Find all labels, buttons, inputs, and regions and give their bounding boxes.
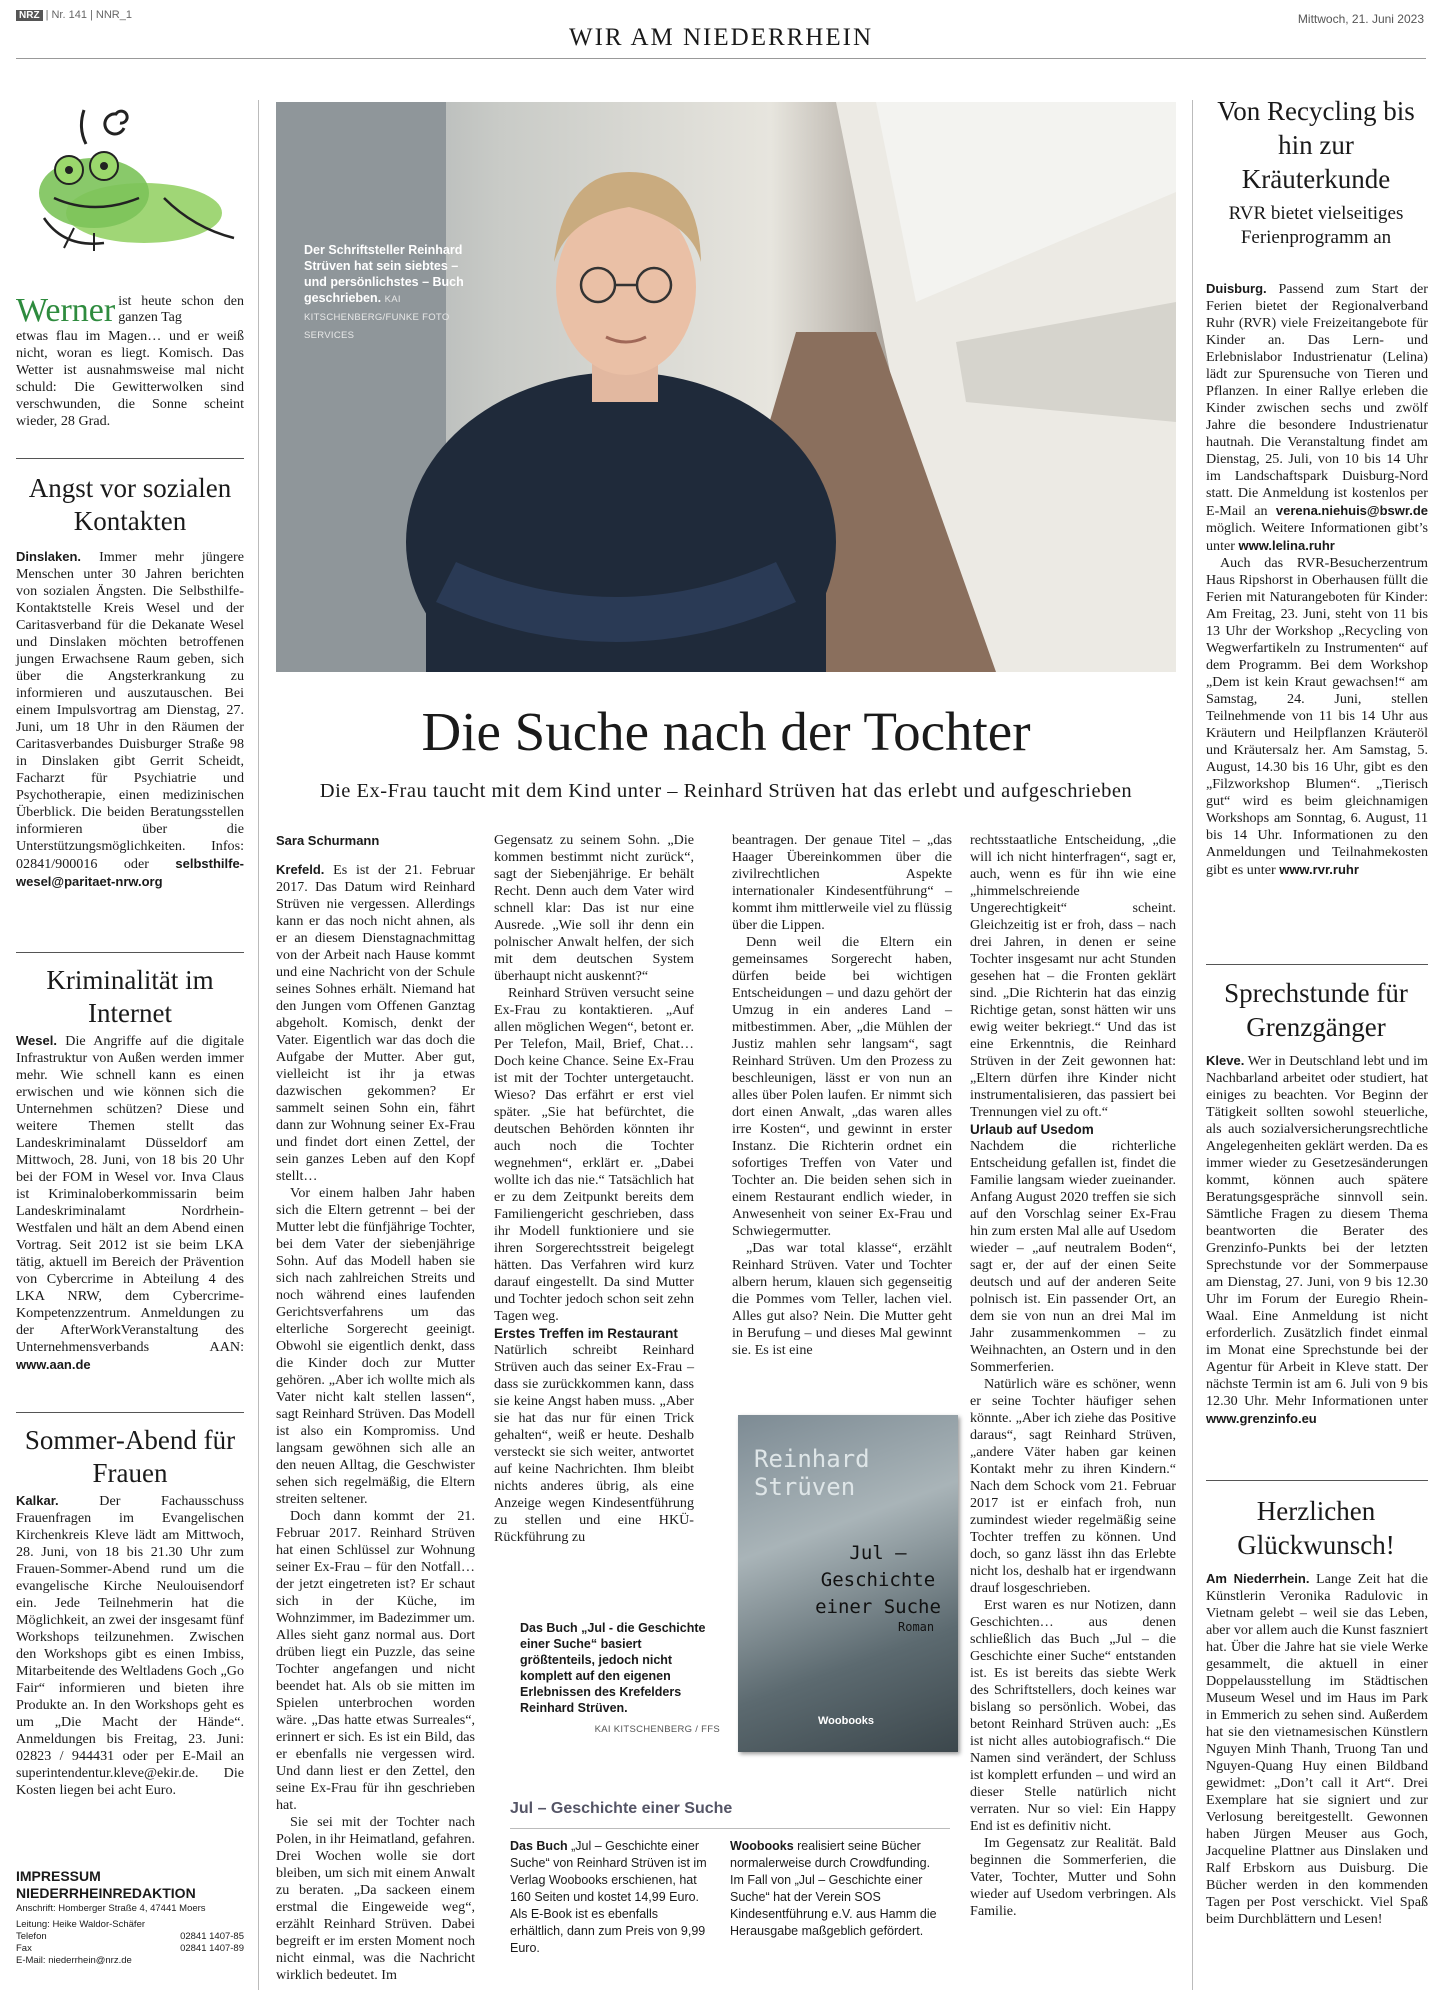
recycling-body-b: möglich. Weitere Informationen gibt’s unter — [1206, 520, 1428, 554]
book-caption-text: Das Buch „Jul - die Geschichte einer Suche“ basiert größtenteils, jedoch nicht komplett auf den eigenen Erlebnissen des Krefelders Reinhard Strüven. — [520, 1621, 706, 1715]
impressum-address: Anschrift: Homberger Straße 4, 47441 Moers — [16, 1903, 206, 1914]
article-paragraph: Denn weil die Eltern ein gemeinsames Sorgerecht haben, dürfen beide bei wichtigen Entscheidungen – und dazu gehört der Umzug in ein anderes Land – mitbestimmen. Aber, „die Mühlen der Justiz mahlen sehr langsam“, sagt Reinhard Strüven. Um den Prozess zu beschleunigen, lässt er von nun an alles über Polen laufen. Er nimmt sich dort einen Anwalt, „das waren alles irre Kosten“, und gewinnt in erster Instanz. Die Richterin ordnet ein sofortiges Treffen von Vater und Tochter an. Die beiden sehen sich in einem Restaurant endlich wieder, in Anwesenheit von seiner Ex-Frau und Schwiegermutter. — [732, 934, 952, 1239]
infobox-publisher — [730, 1838, 945, 1940]
issue-date: Mittwoch, 21. Juni 2023 — [1297, 12, 1424, 26]
book-credit: KAI KITSCHENBERG / FFS — [594, 1724, 720, 1735]
recycling-web-link[interactable]: www.lelina.ruhr — [1238, 538, 1335, 553]
sprech-body: Wer in Deutschland lebt und im Nachbarland arbeitet oder studiert, hat einiges zu beachten. Vor Beginn der Tätigkeit sollten sowohl steuerliche, als auch sozialversicherungsrechtliche Angelegenheiten geklärt werden. Da es immer wieder zu Gesetzesänderungen kommt, können auch spätere Beratungsgespräche sinnvoll sein. Sämtliche Fragen zu diesem Thema beantworten die Berater des Grenzinfo-Punkts bei der letzten Sprechstunde vor der Sommerpause am Dienstag, 27. Juni, von 9 bis 12.30 Uhr im Forum der Euregio Rhein-Waal. Eine Anmeldung ist nicht erforderlich. Zusätzlich findet einmal im Monat eine Sprechstunde bei der Agentur für Arbeit in Kleve statt. Der nächste Termin ist am 6. Juli von 9 bis 12.30 Uhr. Mehr Informationen unter — [1206, 1053, 1428, 1409]
article-paragraph: Reinhard Strüven versucht seine Ex-Frau zu kontaktieren. „Auf allen möglichen Wegen“, betont er. Per Telefon, Mail, Brief, Chat… Doch keine Chance. Seine Ex-Frau ist mit der Tochter untergetaucht. Wieso? Das erfährt er erst viel später. „Sie hat befürchtet, die deutschen Behörden könnten ihr auch noch die Tochter wegnehmen“, erklärt er. „Dabei wollte ich das nie.“ Tatsächlich hat er zu dem Zeitpunkt bereits dem Familiengericht geschrieben, dass ihr Modell funktioniere und sie ihren Sorgerechtsstreit beigelegt hätten. Das Verfahren wird kurz darauf eingestellt. Da sind Mutter und Tochter jedoch schon seit zehn Tagen weg. — [494, 985, 694, 1324]
krim-article — [16, 1032, 244, 1374]
article-column-2 — [494, 832, 694, 1546]
recycling-web-link-2[interactable]: www.rvr.ruhr — [1279, 862, 1359, 877]
article-column-4 — [970, 832, 1176, 1920]
article-paragraph: Doch dann kommt der 21. Februar 2017. Reinhard Strüven hat einen Schlüssel zur Wohnung seiner Ex-Frau – für den Notfall… der jetzt eingetreten ist? Er schaut sich in der Küche, im Wohnzimmer, im Badezimmer um. Alles sieht ganz normal aus. Dort drüben liegt ein Puzzle, das seine Tochter angefangen und nicht beendet hat. Als ob sie mitten im Spielen unterbrochen worden wäre. „Das hatte etwas Surreales“, erinnert er sich. Es ist ein Bild, das er ebenfalls nie vergessen wird. Und dann liest er den Zettel, den seine Ex-Frau für ihn geschrieben hat. — [276, 1508, 475, 1813]
article-paragraph: Es ist der 21. Februar 2017. Das Datum wird Reinhard Strüven nie vergessen. Allerdings kann er das noch nicht ahnen, als er an diesem Dienstagnachmittag von der Arbeit nach Hause kommt und eine Nachricht von der Schule seines Sohnes erhält. Niemand hat den Jungen vom Offenen Ganztag abgeholt. Komisch, denkt der Vater. Eigentlich war das doch die Aufgabe der Mutter. Aber gut, vielleicht ist ihr ja etwas dazwischen gekommen? Er sammelt seinen Sohn ein, fährt dann zur Wohnung seiner Ex-Frau und findet dort einen Zettel, der sein ganzes Leben auf den Kopf stellt… — [276, 862, 475, 1184]
article-paragraph: rechtsstaatliche Entscheidung, „die will ich nicht hinterfragen“, sagt er, auch, wenn es für ihn wie eine „himmelschreiende Ungerechtigkeit“ scheint. Gleichzeitig ist er froh, dass – nach drei Jahren, in denen er seine Tochter insgesamt nur acht Stunden gesehen hat – die Fronten geklärt sind. „Die Richterin hat das einzig Richtige getan, sonst hätten wir uns ewig weiter bekriegt.“ Und das ist eine Erkenntnis, die Reinhard Strüven in der Zeit gewonnen hat: „Eltern dürfen ihre Kinder nicht instrumentalisieren, das passiert bei Trennungen viel zu oft.“ — [970, 832, 1176, 1120]
impressum-tel-label: Telefon — [16, 1931, 47, 1942]
sommer-headline: Sommer-Abend für Frauen — [24, 1425, 236, 1488]
divider — [510, 1828, 950, 1829]
book-cover-publisher: Woobooks — [818, 1715, 875, 1727]
impressum-lead: Leitung: Heike Waldor-Schäfer — [16, 1919, 146, 1930]
photo-credit: KAI KITSCHENBERG/FUNKE FOTO SERVICES — [304, 294, 450, 341]
header-rule — [16, 58, 1426, 59]
sprech-web-link[interactable]: www.grenzinfo.eu — [1206, 1411, 1317, 1426]
article-paragraph: Erst waren es nur Notizen, dann Geschichten… aus denen schließlich das Buch „Jul – die Geschichte einer Suche“ entstanden ist. Es ist bereits das siebte Werk des Schriftstellers, doch keines war bislang so persönlich. Wobei, das betont Reinhard Strüven auch: „Es ist nicht alles autobiografisch.“ Die Namen sind verändert, der Schluss ist komplett erfunden – und wird an dieser Stelle natürlich nicht verraten. Nur so viel: Ein Happy End ist es definitiv nicht. — [970, 1597, 1176, 1834]
book-cover-genre: Roman — [898, 1620, 935, 1634]
divider — [16, 952, 244, 953]
divider — [16, 458, 244, 459]
glueck-body: Lange Zeit hat die Künstlerin Veronika Radulovic in Vietnam gelebt – weil sie das Leben, aber vor allem auch die Kunst faszniert hat. Über die Jahre hat sie viele Werke gesammelt, die aktuell in einer Doppelausstellung im Städtischen Museum Wesel und im Haus im Park in Emmerich zu sehen sind. Außerdem hat sie den vietnamesischen Künstlern Nguyen Minh Thanh, Truong Tan und Nguyen-Quang Huy einen Bildband gewidmet: „Don’t call it Art“. Drei Exemplare hat sie signiert und zur Verlosung bereitgestellt. Gewonnen haben Jürgen Meuser aus Goch, Jacqueline Plattner aus Dinslaken und Ralf Erbskorn aus Duisburg. Die Bücher werden in den kommenden Tagen per Post verschickt. Viel Spaß beim Durchblättern und Lesen! — [1206, 1571, 1429, 1927]
nrz-logo: NRZ — [16, 10, 43, 21]
article-dateline: Krefeld. — [276, 862, 325, 877]
infobox-publisher-lead: Woobooks — [730, 1839, 794, 1853]
impressum-tel: 02841 1407-85 — [180, 1931, 244, 1942]
main-subheadline: Die Ex-Frau taucht mit dem Kind unter – Reinhard Strüven hat das erlebt und aufgeschrieben — [319, 780, 1133, 802]
recycling-body: Passend zum Start der Ferien bietet der Regionalverband Ruhr (RVR) viele Freizeitangebote für Kinder an. Das Lern- und Erlebnislabor Industrienatur (Lelina) lädt zur Spurensuche von Tieren und Pflanzen. In einer Rallye erleben die Kinder zwischen sechs und zwölf Jahre die besondere Industrienatur hautnah. Die Veranstaltung findet am Dienstag, 25. Juli, von 10 bis 14 Uhr im Landschaftspark Duisburg-Nord statt. Die Anmeldung ist kostenlos per E-Mail an — [1206, 281, 1428, 519]
photo-illustration — [276, 102, 1176, 672]
infobox-title: Jul – Geschichte einer Suche — [510, 1800, 733, 1817]
recycling-dateline: Duisburg. — [1206, 281, 1267, 296]
impressum — [16, 1868, 244, 1967]
impressum-email[interactable]: E-Mail: niederrhein@nrz.de — [16, 1955, 132, 1966]
issue-number: | Nr. 141 | NNR_1 — [45, 9, 132, 21]
frog-illustration — [14, 98, 244, 258]
article-paragraph: „Das war total klasse“, erzählt Reinhard Strüven. Vater und Tochter albern herum, klauen sich gegenseitig die Pommes vom Teller, lachen viel. Alles gut also? Nein. Die Mutter geht in Berufung – und dieses Mal gewinnt sie. Es ist eine — [732, 1240, 952, 1358]
photo-caption-text: Der Schriftsteller Reinhard Strüven hat sein siebtes – und persönlichstes – Buch geschrieben. — [304, 243, 464, 305]
impressum-title: IMPRESSUM — [16, 1868, 101, 1884]
book-cover-author: Reinhard Strüven — [754, 1445, 870, 1501]
infobox-book-text: „Jul – Geschichte einer Suche“ von Reinhard Strüven ist im Verlag Woobooks erschienen, hat 160 Seiten und kostet 14,99 Euro. Als E-Book ist es ebenfalls erhältlich, dann zum Preis von 9,99 Euro. — [510, 1839, 707, 1955]
book-cover-title: Jul – Geschichte einer Suche — [815, 1542, 941, 1618]
article-paragraph: Natürlich schreibt Reinhard Strüven auch das seiner Ex-Frau – dass sie zurückkommen kann, dass sie keine Angst haben muss. „Aber sie hat das nur für einen Trick gehalten“, weiß er heute. Deshalb versteckt sie sich weiter, antwortet auf keine Nachrichten. Ihm bleibt nichts anderes übrig, als eine Anzeige wegen Kindesentführung zu stellen und eine HKÜ-Rückführung zu — [494, 1342, 694, 1545]
impressum-fax: 02841 1407-89 — [180, 1943, 244, 1954]
sommer-dateline: Kalkar. — [16, 1493, 59, 1508]
frog-icon — [14, 98, 244, 258]
impressum-fax-label: Fax — [16, 1943, 32, 1954]
column-rule-left — [258, 100, 259, 1990]
recycling-email-link[interactable]: verena.niehuis@bswr.de — [1275, 503, 1428, 518]
glueck-headline: Herzlichen Glückwunsch! — [1237, 1496, 1395, 1560]
article-paragraph: Natürlich wäre es schöner, wenn er seine Tochter häufiger sehen könnte. „Aber ich ziehe das Positive daraus“, sagt Reinhard Strüven, „andere Väter haben gar keinen Kontakt mehr zu ihren Kindern.“ Nach dem Schock vom 21. Februar 2017 ist er einfach froh, nun zumindest wieder regelmäßig seine Tochter treffen zu können. Und doch, so ganz lässt ihn das Erlebte nicht los, deshalb hat er irgendwann drauf losgeschrieben. — [970, 1376, 1176, 1596]
article-paragraph: Vor einem halben Jahr haben sich die Eltern getrennt – bei der Mutter lebt die fünfjährige Tochter, bei dem Vater der siebenjährige Sohn. Auf das Modell haben sie sich nach zahlreichen Streits und noch während eines laufenden Gerichtsverfahrens um das elterliche Sorgerecht geeinigt. Obwohl sie eigentlich denkt, dass die Kinder doch zur Mutter gehören. „Aber ich wollte mich als Vater nicht kalt stellen lassen“, sagt Reinhard Strüven. Das Modell ist also ein Kompromiss. Und langsam gewöhnen sich alle an den neuen Alltag, die Geschwister sehen sich regelmäßig, die Eltern streiten seltener. — [276, 1185, 475, 1507]
infobox-book-lead: Das Buch — [510, 1839, 568, 1853]
column-rule-right — [1192, 100, 1193, 1990]
angst-article — [16, 548, 244, 891]
author-photo — [276, 102, 1176, 672]
article-subheading: Erstes Treffen im Restaurant — [494, 1326, 678, 1341]
werner-text-start: ist heute schon den ganzen Tag — [118, 294, 244, 325]
sprech-dateline: Kleve. — [1206, 1053, 1245, 1068]
article-subheading: Urlaub auf Usedom — [970, 1122, 1094, 1137]
article-paragraph: Sie sei mit der Tochter nach Polen, in ihr Heimatland, gefahren. Drei Wochen wolle sie dort bleiben, um sich mit einem Anwalt zu beraten. „Da sackeen einem erstmal die Eingeweide weg“, erzählt Reinhard Strüven. Dabei begreift er im ersten Moment noch nicht einmal, was die Nachricht wirklich bedeutet. Im — [276, 1814, 475, 1983]
article-paragraph: Im Gegensatz zur Realität. Bald beginnen die Sommerferien, die Vater, Tochter, Mutter und Sohn wieder auf Usedom verbringen. Als Familie. — [970, 1835, 1176, 1919]
sommer-article — [16, 1492, 244, 1799]
sommer-body: Der Fachausschuss Frauenfragen im Evangelischen Kirchenkreis Kleve lädt am Mittwoch, 28. Juni, von 18 bis 21.30 Uhr zum Frauen-Sommer-Abend rund um die evangelische Kirche Neulouisendorf ein. Jede Teilnehmerin hat die Möglichkeit, an zwei der insgesamt fünf Workshops teilzunehmen. Zwischen den Workshops gibt es einen Imbiss, Mitarbeitende des Weltladens Goch „Go Fair“ informieren und bieten ihre Produkte an. In den Workshops geht es um „Die Macht der Hände“. Anmeldungen bis Freitag, 23. Juni: 02823 / 944431 oder per E-Mail an superintendentur.kleve@ekir.de. Die Kosten liegen bei acht Euro. — [16, 1493, 244, 1798]
glueck-article — [1206, 1570, 1428, 1928]
recycling-body-2: Auch das RVR-Besucherzentrum Haus Ripshorst in Oberhausen füllt die Ferien mit Naturangeboten für Kinder: Am Freitag, 23. Juni, steht von 11 bis 13 Uhr der Workshop „Recycling von Wegwerfartikeln zu Instrumenten“ auf dem Programm. Bei dem Workshop „Dem ist kein Kraut gewachsen!“ am Samstag, 24. Juni, stellen Teilnehmende von 11 bis 14 Uhr aus Kräutern und Heilpflanzen Kräuteröl und Kräutersalz her. Am Samstag, 5. August, 14.30 bis 16 Uhr, gibt es den „Filzworkshop Blumen“. „Tierisch gut“ wird es beim gleichnamigen Workshops am Sonntag, 6. August, 11 bis 14 Uhr. Informationen zu den Anmeldungen und Teilnahmekosten gibt es unter — [1206, 555, 1428, 878]
infobox-book — [510, 1838, 710, 1957]
issue-info — [16, 9, 132, 21]
article-paragraph: Nachdem die richterliche Entscheidung gefallen ist, findet die Familie langsam wieder zueinander. Anfang August 2020 treffen sie sich auf den Vorschlag seiner Ex-Frau hin zum ersten Mal alle auf Usedom wieder – „auf neutralem Boden“, sagt er, der auf der einen Seite deutsch und auf der anderen Seite polnisch ist. Ein passender Ort, an dem sie von nun an drei Mal im Jahr zusammenkommen – zu Weihnachten, an Ostern und in den Sommerferien. — [970, 1138, 1176, 1375]
divider — [1206, 1480, 1428, 1481]
werner-name: Werner — [16, 292, 116, 329]
recycling-headline: Von Recycling bis hin zur Kräuterkunde — [1217, 96, 1415, 194]
book-caption — [520, 1620, 720, 1738]
article-column-3 — [732, 832, 952, 1359]
article-column-1 — [276, 832, 475, 1984]
recycling-subheadline: RVR bietet vielseitiges Ferienprogramm an — [1228, 203, 1404, 248]
photo-caption — [304, 242, 464, 344]
krim-headline: Kriminalität im Internet — [46, 965, 214, 1028]
werner-box — [16, 294, 244, 430]
main-headline: Die Suche nach der Tochter — [421, 701, 1031, 762]
section-title: WIR AM NIEDERRHEIN — [568, 24, 874, 51]
werner-text: etwas flau im Magen… und er weiß nicht, woran es liegt. Komisch. Das Wetter ist ausnahmsweise mal nicht schuld: Die Gewitterwolken sind verschwunden, die Sonne scheint wieder, 28 Grad. — [16, 328, 244, 429]
infobox-publisher-text: realisiert seine Bücher normalerweise durch Crowdfunding. Im Fall von „Jul – Geschichte einer Suche“ hat der Verein SOS Kindesentführung e.V. aus Hamm die Herausgabe maßgeblich gefördert. — [730, 1839, 937, 1938]
krim-web-link[interactable]: www.aan.de — [16, 1357, 91, 1372]
krim-dateline: Wesel. — [16, 1033, 57, 1048]
krim-body: Die Angriffe auf die digitale Infrastruktur von Außen werden immer mehr. Wie schnell kann es einen erwischen und wie können sich die Unternehmen schützen? Diese und weitere Themen stellt das Landeskriminalamt Düsseldorf am Mittwoch, 28. Juni, von 18 bis 20 Uhr bei der FOM in Wesel vor. Inva Claus ist Kriminaloberkommissarin beim Landeskriminalamt Nordrhein-Westfalen und hält an dem Abend einen Vortrag. Seit 2012 ist sie beim LKA tätig, aktuell im Bereich der Prävention von Cybercrime in Abteilung 4 des LKA NRW, dem Cybercrime-Kompetenzzentrum. Anmeldungen zu der AfterWorkVeranstaltung des Unternehmensverbands AAN: — [16, 1033, 244, 1355]
sprech-article — [1206, 1052, 1428, 1428]
article-author: Sara Schurmann — [276, 833, 380, 848]
divider — [16, 1412, 244, 1413]
book-cover — [738, 1415, 958, 1752]
divider — [1206, 964, 1428, 965]
angst-dateline: Dinslaken. — [16, 549, 82, 564]
impressum-name: NIEDERRHEINREDAKTION — [16, 1885, 196, 1901]
article-paragraph: Gegensatz zu seinem Sohn. „Die kommen bestimmt nicht zurück“, sagt der Siebenjährige. Er behält Recht. Denn auch dem Vater wird schnell klar: Das ist nur eine Ausrede. „Wie soll ihr denn ein polnischer Anwalt helfen, der sich mit dem deutschen System überhaupt nicht auskennt?“ — [494, 832, 694, 984]
article-paragraph: beantragen. Der genaue Titel – „das Haager Übereinkommen über die zivilrechtlichen Aspekte internationaler Kindesentführung“ – kommt ihm mittlerweile viel zu flüssig über die Lippen. — [732, 832, 952, 933]
recycling-article — [1206, 280, 1428, 879]
angst-body: Immer mehr jüngere Menschen unter 30 Jahren berichten von sozialen Ängsten. Die Selbsthilfe-Kontaktstelle Kreis Wesel und der Caritasverband für die Dekanate Wesel und Dinslaken möchten betroffenen jungen Erwachsene Raum geben, sich über die Angsterkrankung zu informieren und auszutauschen. Bei einem Impulsvortrag am Dienstag, 27. Juni, um 18 Uhr in den Räumen der Caritasverbandes Duisburger Straße 98 in Dinslaken gibt Gerrit Scheidt, Facharzt für Psychiatrie und Psychotherapie, einen medizinischen Überblick. Die beiden Beratungsstellen informieren über die Unterstützungsmöglichkeiten. Infos: 02841/900016 oder — [16, 549, 244, 872]
angst-email-link[interactable]: selbsthilfe-wesel@paritaet-nrw.org — [16, 856, 244, 889]
sprech-headline: Sprechstunde für Grenzgänger — [1224, 978, 1408, 1042]
angst-headline: Angst vor sozialen Kontakten — [28, 473, 232, 536]
glueck-dateline: Am Niederrhein. — [1206, 1571, 1310, 1586]
